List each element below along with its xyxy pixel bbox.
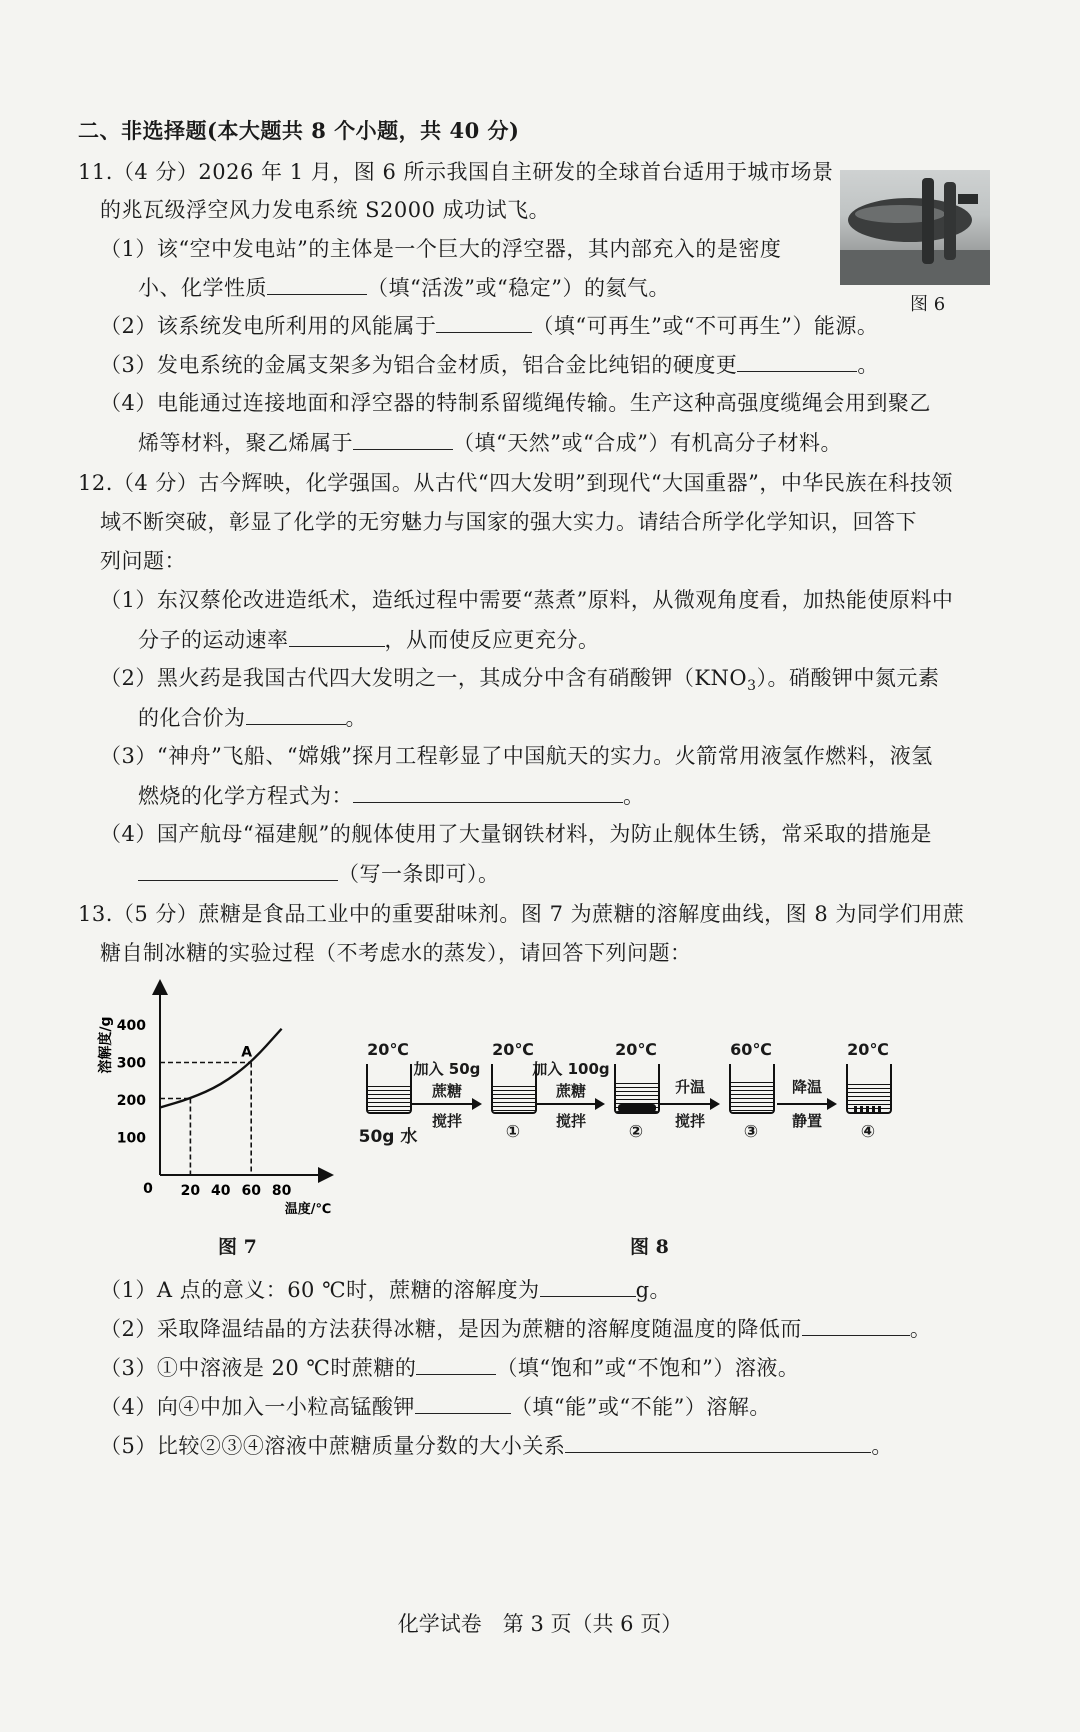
process-arrow-3 (777, 1048, 837, 1128)
q11-intro-line1: 11.（4 分）2026 年 1 月，图 6 所示我国自主研发的全球首台适用于城市场景 (78, 160, 834, 184)
figure-8-experiment (350, 1040, 990, 1160)
q12-blank-3[interactable] (353, 780, 623, 803)
crystals (854, 1106, 884, 1112)
beaker-label: ④ (860, 1122, 876, 1142)
step-top-text: 加入 100g (532, 1060, 610, 1078)
solubility-curve (160, 1029, 282, 1108)
process-arrow-2 (660, 1048, 720, 1128)
q11-part3: （3）发电系统的金属支架多为铝合金材质，铝合金比纯铝的硬度更 。 (100, 349, 879, 380)
q13-part2: （2）采取降温结晶的方法获得冰糖，是因为蔗糖的溶解度随温度的降低而 。 (100, 1313, 931, 1344)
curve-layer (160, 1029, 282, 1175)
arrow-head (710, 1098, 720, 1110)
figure-6-airship-photo (840, 170, 990, 285)
beaker-liquid (493, 1086, 535, 1112)
q12-part1-line2: 分子的运动速率 ，从而使反应更充分。 (138, 624, 600, 655)
beaker-label: ② (628, 1122, 644, 1142)
step-top-text: 加入 50g (413, 1060, 481, 1078)
y-tick-label: 200 (116, 1093, 146, 1109)
q13-blank-4[interactable] (415, 1391, 511, 1414)
q13-part3: （3）①中溶液是 20 ℃时蔗糖的 （填“饱和”或“不饱和”）溶液。 (100, 1352, 799, 1383)
q11-part2: （2）该系统发电所利用的风能属于 （填“可再生”或“不可再生”）能源。 (100, 310, 878, 341)
q12-part2-line2: 的化合价为 。 (138, 702, 367, 733)
y-tick-label: 100 (116, 1130, 146, 1147)
beaker-label: ① (505, 1122, 521, 1142)
arrow-head (472, 1098, 482, 1110)
origin-label: 0 (143, 1181, 153, 1197)
figure-7-caption: 图 7 (218, 1236, 257, 1258)
q11-blank-4[interactable] (353, 427, 453, 450)
q11-part1-line1: （1）该“空中发电站”的主体是一个巨大的浮空器，其内部充入的是密度 (100, 237, 782, 261)
q12-part4-line2: （写一条即可）。 (138, 858, 500, 889)
q12-part2-line1: （2）黑火药是我国古代四大发明之一，其成分中含有硝酸钾$(KNO_3)$。硝酸钾中氮元素 (100, 666, 940, 695)
undissolved-solid (618, 1104, 656, 1112)
y-tick-labels (117, 1018, 146, 1147)
q12-blank-2[interactable] (246, 702, 346, 725)
q13-intro-line1: 13.（5 分）蔗糖是食品工业中的重要甜味剂。图 7 为蔗糖的溶解度曲线，图 8 为同学们用蔗 (78, 902, 965, 926)
q12-part1-line1: （1）东汉蔡伦改进造纸术，造纸过程中需要“蒸煮”原料，从微观角度看，加热能使原料中 (100, 588, 954, 612)
figure-7-solubility-chart (90, 975, 350, 1225)
q13-intro-line2: 糖自制冰糖的实验过程（不考虑水的蒸发），请回答下列问题： (100, 941, 692, 965)
step-top-text: 升温 (674, 1078, 705, 1096)
q13-part5: （5）比较②③④溶液中蔗糖质量分数的大小关系 。 (100, 1430, 893, 1461)
q12-part3-line1: （3）“神舟”飞船、“嫦娥”探月工程彰显了中国航天的实力。火箭常用液氢作燃料，液氢 (100, 744, 933, 768)
beaker-temp: 20℃ (367, 1040, 409, 1059)
figure-6-caption: 图 6 (910, 294, 946, 315)
q12-intro-line2: 域不断突破，彰显了化学的无穷魅力与国家的强大实力。请结合所学化学知识，回答下 (100, 510, 917, 534)
page-footer: 化学试卷 第 3 页（共 6 页） (397, 1612, 683, 1636)
arrow-head (595, 1098, 605, 1110)
q11-part1-line2: 小、化学性质 （填“活泼”或“稳定”）的氦气。 (138, 272, 670, 303)
q13-part4: （4）向④中加入一小粒高锰酸钾 （填“能”或“不能”）溶解。 (100, 1391, 771, 1422)
x-axis-label: 温度/℃ (284, 1202, 332, 1217)
x-tick-label: 40 (211, 1183, 231, 1199)
arrow-line (660, 1103, 712, 1105)
q11-part4-line1: （4）电能通过连接地面和浮空器的特制系留缆绳传输。生产这种高强度缆绳会用到聚乙 (100, 391, 931, 415)
y-tick-label: 300 (116, 1055, 146, 1072)
q11-blank-2[interactable] (436, 310, 532, 333)
q12-part3-line2: 燃烧的化学方程式为： 。 (138, 780, 645, 811)
arrow-line (537, 1103, 597, 1105)
q12-blank-1[interactable] (289, 624, 385, 647)
beaker-temp: 60℃ (730, 1040, 772, 1059)
section-heading: 二、非选择题(本大题共 8 个小题，共 40 分) (78, 118, 520, 143)
beaker-2 (608, 1040, 664, 1160)
step-bottom-text: 静置 (791, 1112, 822, 1130)
process-arrow-1 (532, 1048, 610, 1130)
arrow-head (827, 1098, 837, 1110)
beaker-temp: 20℃ (615, 1040, 657, 1059)
beaker-label: ③ (743, 1122, 759, 1142)
arrow-line (777, 1103, 829, 1105)
arrow-line (412, 1103, 474, 1105)
q13-blank-3[interactable] (416, 1352, 496, 1375)
q12-intro-line1: 12.（4 分）古今辉映，化学强国。从古代“四大发明”到现代“大国重器”，中华民族在科技领 (78, 471, 953, 495)
beaker-temp: 20℃ (847, 1040, 889, 1059)
x-tick-labels (181, 1183, 292, 1199)
q12-intro-line3: 列问题： (100, 549, 186, 573)
point-a-label: A (241, 1044, 253, 1061)
q13-blank-1[interactable] (540, 1274, 636, 1297)
q11-part4-line2: 烯等材料，聚乙烯属于 （填“天然”或“合成”）有机高分子材料。 (138, 427, 842, 458)
beaker-label: 50g 水 (358, 1127, 418, 1147)
step-bottom-text: 搅拌 (555, 1112, 586, 1130)
figure-8-caption: 图 8 (630, 1236, 669, 1258)
beaker-3 (723, 1040, 779, 1160)
step-top-text: 降温 (791, 1078, 822, 1096)
beaker-liquid (731, 1082, 773, 1112)
beaker-body (729, 1064, 775, 1114)
q13-blank-5[interactable] (565, 1430, 871, 1453)
step-bottom-text: 搅拌 (674, 1112, 705, 1130)
beaker-4 (840, 1040, 896, 1160)
q12-part4-line1: （4）国产航母“福建舰”的舰体使用了大量钢铁材料，为防止舰体生锈，常采取的措施是 (100, 822, 932, 846)
beaker-temp: 20℃ (492, 1040, 534, 1059)
beaker-body (846, 1064, 892, 1114)
q13-part1: （1）A 点的意义：60 ℃时，蔗糖的溶解度为 g。 (100, 1274, 671, 1305)
x-tick-label: 80 (271, 1183, 292, 1199)
x-tick-label: 60 (241, 1183, 261, 1199)
q13-blank-2[interactable] (802, 1313, 910, 1336)
y-tick-label: 400 (116, 1018, 146, 1034)
q11-intro-line2: 的兆瓦级浮空风力发电系统 S2000 成功试飞。 (100, 198, 551, 222)
step-mid-text: 蔗糖 (431, 1082, 462, 1100)
q11-blank-3[interactable] (737, 349, 857, 372)
process-arrow-0 (412, 1048, 482, 1128)
x-tick-label: 20 (180, 1183, 201, 1199)
q12-blank-4[interactable] (138, 858, 338, 881)
beaker-liquid (368, 1086, 410, 1112)
q11-blank-1[interactable] (267, 272, 367, 295)
step-bottom-text: 搅拌 (431, 1112, 462, 1130)
step-mid-text: 蔗糖 (555, 1082, 586, 1100)
y-axis-label: 溶解度/g (98, 1016, 114, 1074)
